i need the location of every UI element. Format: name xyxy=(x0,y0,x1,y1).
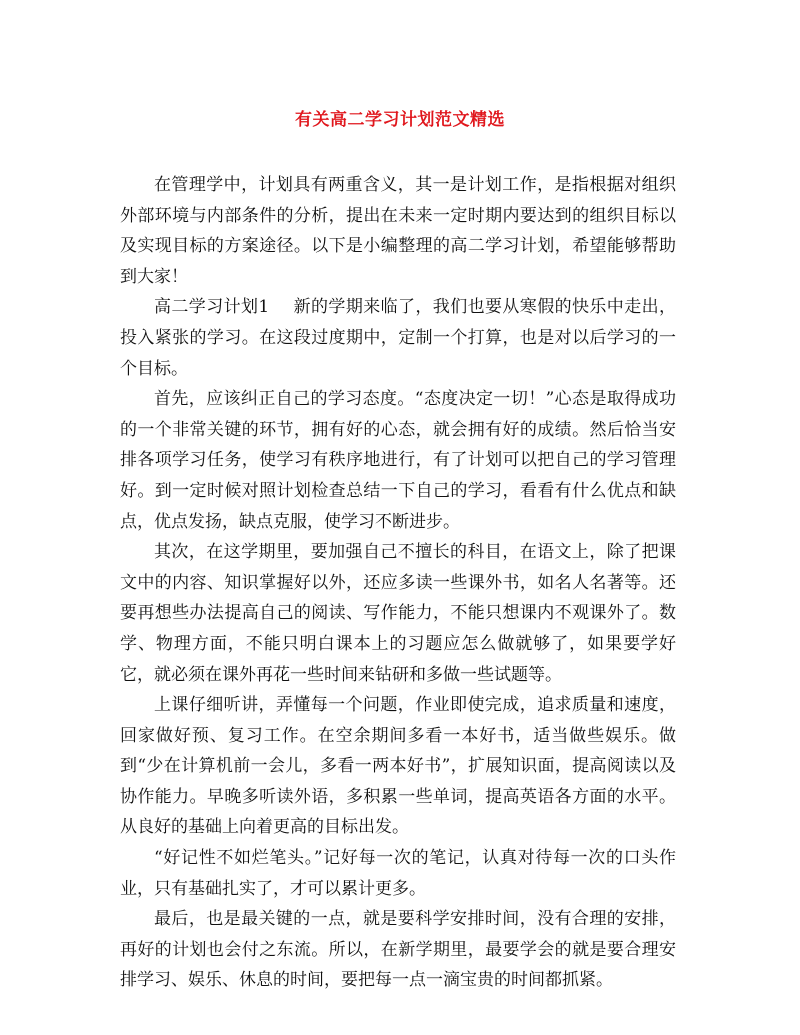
attitude-paragraph: 首先，应该纠正自己的学习态度。“态度决定一切！”心态是取得成功的一个非常关键的环节，拥有好的心态，就会拥有好的成绩。然后恰当安排各项学习任务，使学习有秩序地进行，有了计划可以把自己的学习管理好。到一定时候对照计划检查总结一下自己的学习，看看有什么优点和缺点，优点发扬，缺点克服，使学习不断进步。 xyxy=(120,389,676,532)
intro-paragraph: 在管理学中，计划具有两重含义，其一是计划工作，是指根据对组织外部环境与内部条件的分析，提出在未来一定时期内要达到的组织目标以及实现目标的方案途径。以下是小编整理的高二学习计划，希望能够帮助到大家！ xyxy=(120,175,676,287)
document-body xyxy=(120,170,676,996)
plan-1-text: 新的学期来临了，我们也要从寒假的快乐中走出，投入紧张的学习。在这段过度期中，定制一个打算，也是对以后学习的一个目标。 xyxy=(120,297,676,379)
notes-paragraph: “好记性不如烂笔头。”记好每一次的笔记，认真对待每一次的口头作业，只有基础扎实了，才可以累计更多。 xyxy=(120,848,676,899)
document-title: 有关高二学习计划范文精选 xyxy=(295,110,505,130)
subjects-paragraph: 其次，在这学期里，要加强自己不擅长的科目，在语文上，除了把课文中的内容、知识掌握好以外，还应多读一些课外书，如名人名著等。还要再想些办法提高自己的阅读、写作能力，不能只想课内不观课外了。数学、物理方面，不能只明白课本上的习题应怎么做就够了，如果要学好它，就必须在课外再花一些时间来钻研和多做一些试题等。 xyxy=(120,542,676,685)
plan-1-paragraph xyxy=(120,292,676,384)
plan-1-heading: 高二学习计划1 xyxy=(154,297,270,318)
class-habits-paragraph: 上课仔细听讲，弄懂每一个问题，作业即使完成，追求质量和速度，回家做好预、复习工作。在空余期间多看一本好书，适当做些娱乐。做到“少在计算机前一会儿，多看一两本好书”，扩展知识面，提高阅读以及协作能力。早晚多听读外语，多积累一些单词，提高英语各方面的水平。从良好的基础上向着更高的目标出发。 xyxy=(120,695,676,838)
time-management-paragraph: 最后，也是最关键的一点，就是要科学安排时间，没有合理的安排，再好的计划也会付之东流。所以，在新学期里，最要学会的就是要合理安排学习、娱乐、休息的时间，要把每一点一滴宝贵的时间都抓紧。 xyxy=(120,909,676,991)
